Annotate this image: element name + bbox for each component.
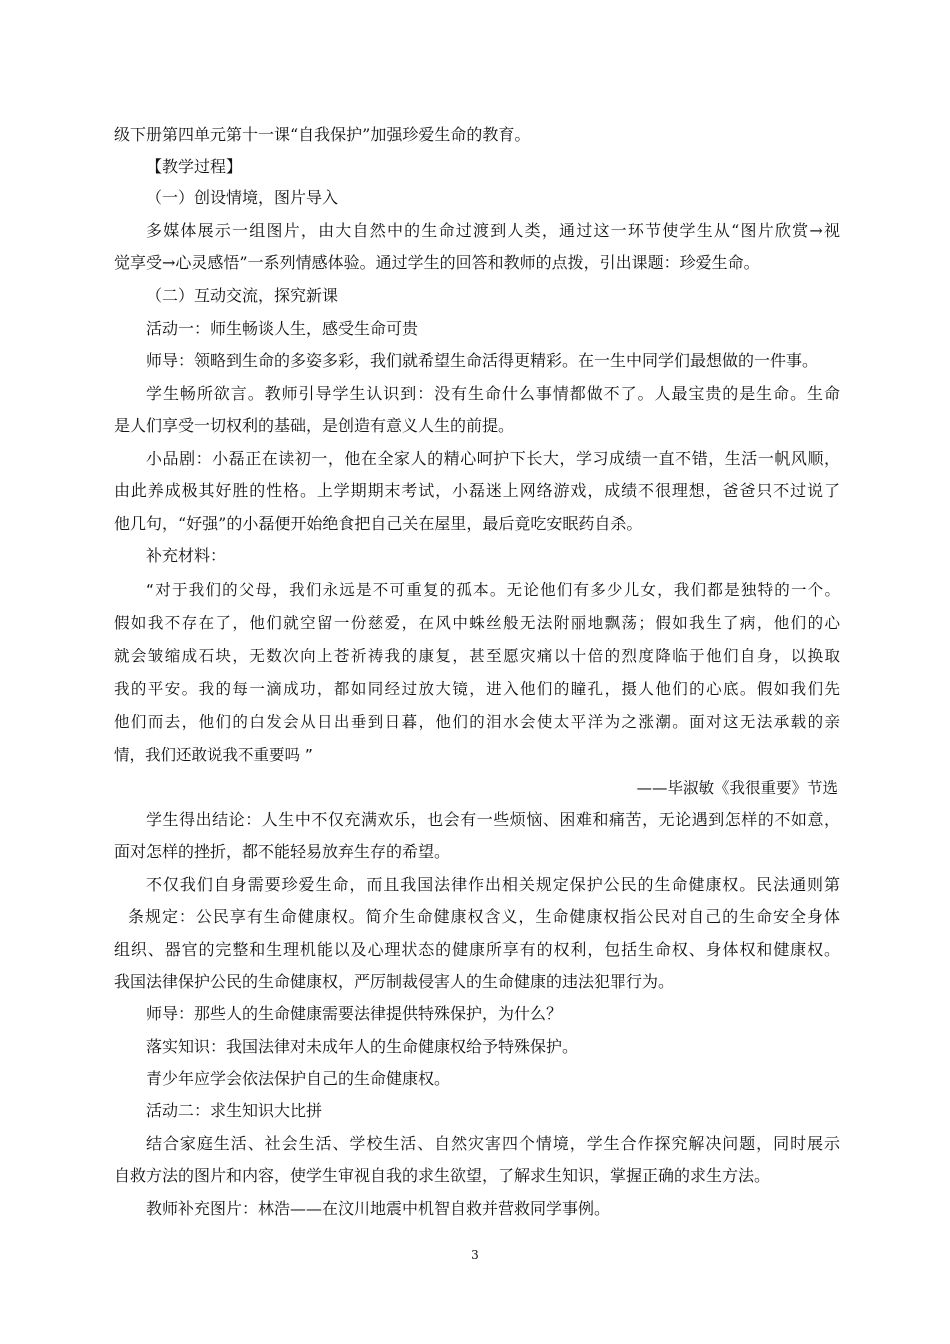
quote-line: 假如我不存在了，他们就空留一份慈爱，在风中蛛丝般无法附丽地飘荡；假如我生了病，他们的心 [114,614,840,632]
text-line: 师导：领略到生命的多姿多彩，我们就希望生命活得更精彩。在一生中同学们最想做的一件事。 [146,351,819,370]
section-heading: 【教学过程】 [146,157,243,176]
text-line: 自救方法的图片和内容，使学生审视自我的求生欲望，了解求生知识，掌握正确的求生方法。 [114,1166,771,1185]
activity-heading: 活动二：求生知识大比拼 [146,1101,323,1120]
text-line: 是人们享受一切权利的基础，是创造有意义人生的前提。 [114,416,515,435]
quote-line: “对于我们的父母，我们永远是不可重复的孤本。无论他们有多少儿女，我们都是独特的一个。 [146,581,840,599]
activity-heading: 活动一：师生畅谈人生，感受生命可贵 [146,319,419,338]
text-line: 条规定：公民享有生命健康权。简介生命健康权含义，生命健康权指公民对自己的生命安全身体 [128,907,840,926]
text-line: 落实知识：我国法律对未成年人的生命健康权给予特殊保护。 [146,1037,579,1056]
subsection-heading: （二）互动交流，探究新课 [146,286,339,305]
quote-line: 就会皱缩成石块，无数次向上苍祈祷我的康复，甚至愿灾痛以十倍的烈度降临于他们自身，以换取 [114,647,840,665]
text-line: 补充材料： [146,546,227,565]
text-line: 师导：那些人的生命健康需要法律提供特殊保护，为什么？ [146,1004,563,1023]
page-number: 3 [471,1248,479,1262]
text-line: 教师补充图片：林浩——在汶川地震中机智自救并营救同学事例。 [146,1199,611,1218]
text-line: 组织、器官的完整和生理机能以及心理状态的健康所享有的权利，包括生命权、身体权和健康权。 [114,940,840,959]
quote-line: 我的平安。我的每一滴成功，都如同经过放大镜，进入他们的瞳孔，摄人他们的心底。假如我们先 [114,680,840,698]
text-line: 多媒体展示一组图片，由大自然中的生命过渡到人类，通过这一环节使学生从“图片欣赏→视 [146,221,840,240]
text-line: 由此养成极其好胜的性格。上学期期末考试，小磊迷上网络游戏，成绩不很理想，爸爸只不过说了 [114,481,840,500]
text-line: 学生得出结论：人生中不仅充满欢乐，也会有一些烦恼、困难和痛苦，无论遇到怎样的不如意， [146,810,840,829]
quote-line: 情，我们还敢说我不重要吗 ” [114,746,313,764]
text-line: 面对怎样的挫折，都不能轻易放弃生存的希望。 [114,842,451,861]
text-line: 他几句，“好强”的小磊便开始绝食把自己关在屋里，最后竟吃安眠药自杀。 [114,514,643,533]
text-line: 级下册第四单元第十一课“自我保护”加强珍爱生命的教育。 [114,125,531,144]
quote-citation: ——毕淑敏《我很重要》节选 [636,779,838,797]
text-line: 觉享受→心灵感悟”一系列情感体验。通过学生的回答和教师的点拨，引出课题：珍爱生命。 [114,253,760,272]
quote-line: 他们而去，他们的白发会从日出垂到日暮，他们的泪水会使太平洋为之涨潮。面对这无法承载的亲 [114,713,840,731]
subsection-heading: （一）创设情境，图片导入 [146,188,339,207]
text-line: 小品剧：小磊正在读初一，他在全家人的精心呵护下长大，学习成绩一直不错，生活一帆风顺， [146,449,840,468]
text-line: 我国法律保护公民的生命健康权，严厉制裁侵害人的生命健康的违法犯罪行为。 [114,972,675,991]
text-line: 不仅我们自身需要珍爱生命，而且我国法律作出相关规定保护公民的生命健康权。民法通则第 [146,875,840,894]
text-line: 学生畅所欲言。教师引导学生认识到：没有生命什么事情都做不了。人最宝贵的是生命。生命 [146,384,840,403]
text-line: 青少年应学会依法保护自己的生命健康权。 [146,1069,451,1088]
text-line: 结合家庭生活、社会生活、学校生活、自然灾害四个情境，学生合作探究解决问题，同时展示 [146,1134,840,1153]
